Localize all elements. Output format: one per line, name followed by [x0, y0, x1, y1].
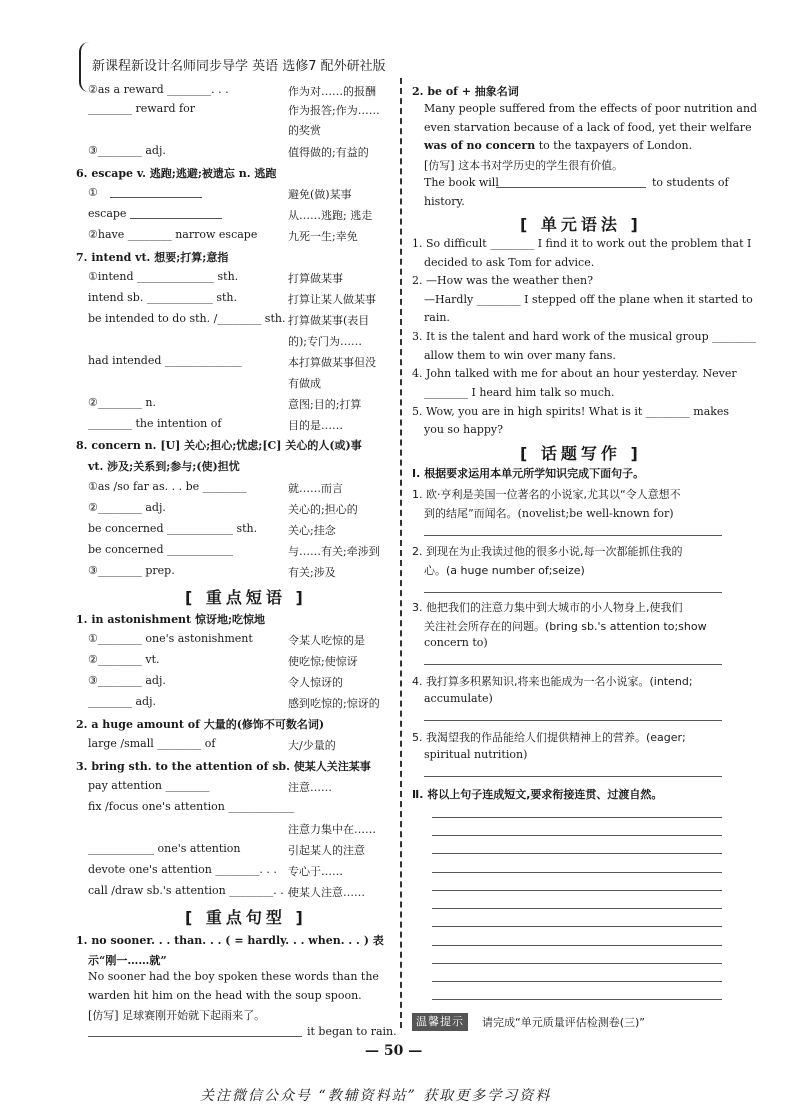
- e3-en: ②have ________ narrow escape: [88, 228, 258, 241]
- w3a: 3. 他把我们的注意力集中到大城市的小人物身上,使我们: [412, 601, 683, 614]
- s1b: 示“刚一……就”: [88, 954, 167, 967]
- r2-heading: 2. be of + 抽象名词: [412, 85, 519, 98]
- essay-line: [432, 853, 722, 854]
- section-title-grammar: [ 单元语法 ]: [520, 215, 642, 234]
- section-title-sentences: [ 重点句型 ]: [185, 908, 307, 927]
- c1b-cn1: 作为报答;作为……: [288, 104, 380, 117]
- p3f-cn: 使某人注意……: [288, 886, 365, 899]
- r2a: Many people suffered from the effects of poor nutrition and: [424, 102, 758, 115]
- heading-concern-2: vt. 涉及;关系到;参与;(使)担忧: [88, 460, 240, 473]
- p1a-cn: 令某人吃惊的是: [288, 634, 365, 647]
- p1d-en: ________ adj.: [88, 695, 157, 708]
- tip-label: 温馨提示: [412, 1013, 468, 1031]
- g3b: allow them to win over many fans.: [424, 349, 616, 362]
- k2-cn: 关心的;担心的: [288, 503, 358, 516]
- c1c-cn: 值得做的;有益的: [288, 146, 369, 159]
- p1b-cn: 使吃惊;使惊讶: [288, 655, 358, 668]
- p1d-cn: 感到吃惊的;惊讶的: [288, 697, 380, 710]
- i5-en: ②________ n.: [88, 396, 156, 409]
- c1a-cn: 作为对……的报酬: [288, 85, 376, 98]
- p2a-en: large /small ________ of: [88, 737, 216, 750]
- tip-box: [412, 1013, 722, 1031]
- essay-line: [432, 999, 722, 1000]
- i4-cn1: 本打算做某事但没: [288, 356, 376, 369]
- e1-cn: 避免(做)某事: [288, 188, 352, 201]
- k3-cn: 关心;挂念: [288, 524, 336, 537]
- p3e-en: devote one's attention ________. . .: [88, 863, 277, 876]
- answer-line: [424, 535, 722, 536]
- i3-cn2: 的);专门为……: [288, 335, 362, 348]
- r2d: [仿写] 这本书对学历史的学生很有价值。: [424, 159, 624, 172]
- i1-cn: 打算做某事: [288, 272, 343, 285]
- essay-line: [432, 981, 722, 982]
- e1-en: ①: [88, 186, 98, 199]
- g2a: 2. —How was the weather then?: [412, 274, 593, 287]
- g4b: ________ I heard him talk so much.: [424, 386, 615, 399]
- phrase-2-heading: 2. a huge amount of 大量的(修饰不可数名词): [76, 718, 325, 731]
- r2b: even starvation because of a lack of food, yet their welfare: [424, 121, 752, 134]
- k1-cn: 就……而言: [288, 482, 343, 495]
- page-number: — 50 —: [365, 1043, 423, 1059]
- s1e: [仿写] 足球赛刚开始就下起雨来了。: [88, 1009, 266, 1022]
- g1a: 1. So difficult ________ I find it to work out the problem that I: [412, 237, 752, 250]
- e2-cn: 从……逃跑; 逃走: [288, 209, 373, 222]
- p1b-en: ②________ vt.: [88, 653, 160, 666]
- p3f-en: call /draw sb.'s attention ________. . .: [88, 884, 291, 897]
- i1-en: ①intend ______________ sth.: [88, 270, 239, 283]
- header-title: 新课程新设计名师同步导学 英语 选修7 配外研社版: [92, 59, 386, 74]
- k4-en: be concerned ____________: [88, 543, 233, 556]
- i4-cn2: 有做成: [288, 377, 321, 390]
- i4-en: had intended ______________: [88, 354, 242, 367]
- w4a: 4. 我打算多积累知识,将来也能成为一名小说家。(intend;: [412, 675, 693, 688]
- i5-cn2: 目的是……: [288, 419, 343, 432]
- section-title-phrases: [ 重点短语 ]: [185, 588, 307, 607]
- writing-part1-title: Ⅰ. 根据要求运用本单元所学知识完成下面句子。: [412, 467, 645, 480]
- s1a: 1. no sooner. . . than. . . ( = hardly. . . when. . . ) 表: [76, 934, 384, 947]
- tip-text: 请完成“单元质量评估检测卷(三)”: [482, 1016, 645, 1029]
- c1b-cn2: 的奖赏: [288, 124, 321, 137]
- w5a: 5. 我渴望我的作品能给人们提供精神上的营养。(eager;: [412, 731, 686, 744]
- k4-cn: 与……有关;牵涉到: [288, 545, 380, 558]
- i2-en: intend sb. ____________ sth.: [88, 291, 237, 304]
- p3e-cn: 专心于……: [288, 865, 343, 878]
- k1-en: ①as /so far as. . . be ________: [88, 480, 247, 493]
- w5b: spiritual nutrition): [424, 748, 528, 761]
- heading-concern-1: 8. concern n. [U] 关心;担心;忧虑;[C] 关心的人(或)事: [76, 439, 362, 452]
- p2a-cn: 大/少量的: [288, 739, 336, 752]
- essay-line: [432, 872, 722, 873]
- heading-escape: 6. escape v. 逃跑;逃避;被遗忘 n. 逃跑: [76, 167, 277, 180]
- w4b: accumulate): [424, 692, 493, 705]
- p3c-cn: 注意力集中在……: [288, 823, 376, 836]
- r2c-bold: was of no concern: [424, 139, 536, 152]
- w2a: 2. 到现在为止我读过他的很多小说,每一次都能抓住我的: [412, 545, 683, 558]
- c1a-en: ②as a reward ________. . .: [88, 83, 229, 96]
- i5-en2: ________ the intention of: [88, 417, 222, 430]
- blank-line: [110, 197, 202, 198]
- i3-en: be intended to do sth. /________ sth.: [88, 312, 286, 325]
- i2-cn: 打算让某人做某事: [288, 293, 376, 306]
- g5b: you so happy?: [424, 423, 504, 436]
- p3d-cn: 引起某人的注意: [288, 844, 365, 857]
- c1c-en: ③________ adj.: [88, 144, 166, 157]
- g3a: 3. It is the talent and hard work of the musical group ________: [412, 330, 757, 343]
- essay-line: [432, 926, 722, 927]
- s1c: No sooner had the boy spoken these words than the: [88, 970, 379, 983]
- g4a: 4. John talked with me for about an hour yesterday. Never: [412, 367, 737, 380]
- g2c: rain.: [424, 311, 450, 324]
- answer-line: [424, 720, 722, 721]
- p3a-cn: 注意……: [288, 781, 332, 794]
- g5a: 5. Wow, you are in high spirits! What is it ________ makes: [412, 405, 730, 418]
- i3-cn1: 打算做某事(表目: [288, 314, 370, 327]
- answer-line: [88, 1036, 302, 1037]
- r2f: history.: [424, 195, 465, 208]
- r2e-a: The book will: [424, 176, 499, 189]
- w3c: concern to): [424, 636, 488, 649]
- p1c-cn: 令人惊讶的: [288, 676, 343, 689]
- essay-line: [432, 963, 722, 964]
- s1f: it began to rain.: [307, 1025, 397, 1038]
- w3b: 关注社会所存在的问题。(bring sb.'s attention to;show: [424, 620, 707, 633]
- e2-en: escape: [88, 207, 127, 220]
- p3a-en: pay attention ________: [88, 779, 210, 792]
- phrase-1-heading: 1. in astonishment 惊讶地;吃惊地: [76, 613, 266, 626]
- w1b: 到的结尾”而闻名。(novelist;be well-known for): [424, 507, 674, 520]
- c1b-en: ________ reward for: [88, 102, 195, 115]
- p1a-en: ①________ one's astonishment: [88, 632, 253, 645]
- g1b: decided to ask Tom for advice.: [424, 256, 595, 269]
- essay-line: [432, 890, 722, 891]
- s1d: warden hit him on the head with the soup spoon.: [88, 989, 362, 1002]
- w1a: 1. 欧·亨利是美国一位著名的小说家,尤其以“令人意想不: [412, 488, 681, 501]
- answer-line: [424, 592, 722, 593]
- p3b-en: fix /focus one's attention ____________: [88, 800, 295, 813]
- r2c-rest: to the taxpayers of London.: [535, 139, 693, 152]
- heading-intend: 7. intend vt. 想要;打算;意指: [76, 251, 229, 264]
- answer-line: [424, 776, 722, 777]
- essay-line: [432, 817, 722, 818]
- essay-line: [432, 945, 722, 946]
- writing-part2-title: Ⅱ. 将以上句子连成短文,要求衔接连贯、过渡自然。: [412, 788, 663, 801]
- phrase-3-heading: 3. bring sth. to the attention of sb. 使某人关注某事: [76, 760, 371, 773]
- section-title-writing: [ 话题写作 ]: [520, 444, 642, 463]
- k3-en: be concerned ____________ sth.: [88, 522, 258, 535]
- essay-line: [432, 835, 722, 836]
- k5-cn: 有关;涉及: [288, 566, 336, 579]
- k5-en: ③________ prep.: [88, 564, 175, 577]
- footer-note: 关注微信公众号 “教辅资料站” 获取更多学习资料: [200, 1088, 552, 1104]
- i5-cn1: 意图;目的;打算: [288, 398, 362, 411]
- g2b: —Hardly ________ I stepped off the plane when it started to: [424, 293, 753, 306]
- r2c: [424, 139, 692, 152]
- p1c-en: ③________ adj.: [88, 674, 166, 687]
- blank-line: [130, 218, 222, 219]
- w2b: 心。(a huge number of;seize): [424, 564, 585, 577]
- e3-cn: 九死一生;幸免: [288, 230, 358, 243]
- k2-en: ②________ adj.: [88, 501, 166, 514]
- column-divider: [400, 78, 402, 1028]
- answer-line: [496, 187, 646, 188]
- essay-line: [432, 908, 722, 909]
- answer-line: [424, 664, 722, 665]
- r2e-b: to students of: [652, 176, 729, 189]
- p3d-en: ____________ one's attention: [88, 842, 241, 855]
